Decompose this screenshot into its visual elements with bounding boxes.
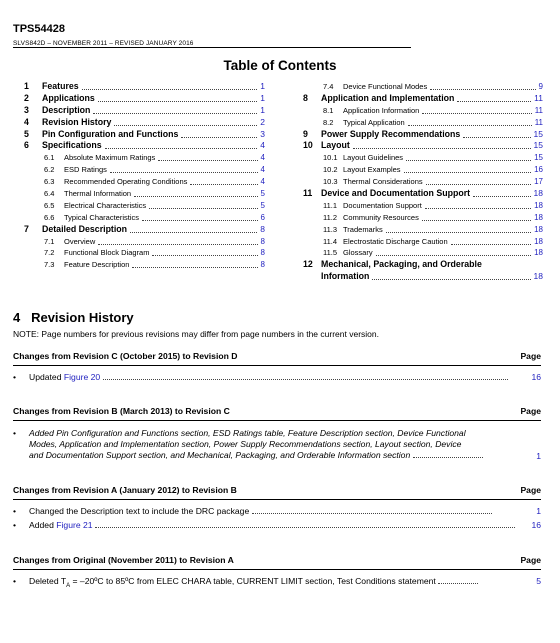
- page-header-part: TPS54428: [13, 23, 65, 35]
- toc-number: 6.6: [44, 212, 55, 222]
- toc-label: Information: [321, 271, 370, 282]
- toc-page-link[interactable]: 5: [260, 189, 265, 199]
- toc-page-link[interactable]: 11: [534, 105, 543, 115]
- toc-page-link[interactable]: 18: [534, 224, 543, 234]
- toc-page-link[interactable]: 18: [533, 188, 543, 199]
- toc-page-link[interactable]: 5: [260, 200, 265, 210]
- dot-leader: [422, 212, 531, 221]
- page-label: Page: [520, 406, 541, 416]
- toc-label: Mechanical, Packaging, and Orderable: [321, 259, 482, 270]
- dot-leader: [149, 200, 258, 209]
- toc-number: 3: [24, 104, 29, 115]
- toc-label: Feature Description: [64, 260, 130, 270]
- page-label: Page: [520, 351, 541, 361]
- toc-label: Layout Guidelines: [343, 153, 404, 163]
- toc-page-link[interactable]: 1: [260, 92, 265, 103]
- toc-entry[interactable]: [24, 212, 265, 224]
- toc-entry[interactable]: [303, 224, 543, 236]
- toc-number: 8: [303, 92, 308, 103]
- toc-label: Functional Block Diagram: [64, 248, 150, 258]
- toc-entry[interactable]: [24, 93, 265, 105]
- dot-leader: [425, 200, 531, 209]
- page-label: Page: [520, 485, 541, 495]
- dot-leader: [422, 105, 532, 114]
- section-number: 4: [13, 310, 21, 325]
- toc-page-link[interactable]: 11: [534, 92, 543, 103]
- change-rule: [13, 365, 541, 366]
- toc-number: 7.1: [44, 236, 55, 246]
- toc-number: 6.1: [44, 153, 55, 163]
- toc-page-link[interactable]: 4: [260, 140, 265, 151]
- dot-leader: [134, 188, 258, 197]
- toc-number: 10.3: [323, 177, 338, 187]
- bullet: •: [13, 506, 17, 516]
- change-rule: [13, 420, 541, 421]
- change-heading: Changes from Revision C (October 2015) to Revision D Page: [13, 351, 541, 361]
- dot-leader: [404, 164, 531, 173]
- toc-label: Typical Application: [343, 117, 405, 127]
- toc-number: 10: [303, 140, 313, 151]
- toc-entry[interactable]: [303, 200, 543, 212]
- toc-page-link[interactable]: 18: [534, 236, 543, 246]
- toc-entry[interactable]: [24, 188, 265, 200]
- toc-entry[interactable]: [24, 224, 265, 236]
- toc-label: Revision History: [42, 116, 112, 127]
- toc-number: 6.3: [44, 177, 55, 187]
- toc-label: Recommended Operating Conditions: [64, 177, 188, 187]
- toc-label: ESD Ratings: [64, 165, 107, 175]
- page-header-docinfo: SLVS842D – NOVEMBER 2011 – REVISED JANUARY 2016: [13, 40, 194, 47]
- toc-page-link[interactable]: 6: [260, 212, 265, 222]
- figure-link[interactable]: Figure 20: [63, 372, 101, 382]
- toc-entry[interactable]: [303, 105, 543, 117]
- toc-page-link[interactable]: 1: [260, 104, 265, 115]
- toc-entry[interactable]: [24, 129, 265, 141]
- toc-page-link[interactable]: 15: [533, 140, 543, 151]
- toc-page-link[interactable]: 18: [534, 200, 543, 210]
- dot-leader: [463, 129, 531, 138]
- toc-page-link[interactable]: 4: [260, 153, 265, 163]
- toc-page-link[interactable]: 4: [260, 177, 265, 187]
- toc-label: Application Information: [343, 105, 420, 115]
- toc-label: Layout Examples: [343, 165, 401, 175]
- page-link[interactable]: 5: [536, 575, 541, 586]
- toc-number: 11: [303, 188, 313, 199]
- toc-number: 11.3: [323, 224, 338, 234]
- toc-number: 10.1: [323, 153, 338, 163]
- toc-page-link[interactable]: 3: [260, 128, 265, 139]
- toc-entry[interactable]: [303, 176, 543, 188]
- toc-number: 11.1: [323, 200, 338, 210]
- toc-label: Trademarks: [343, 224, 383, 234]
- toc-entry[interactable]: [24, 152, 265, 164]
- toc-number: 7: [24, 223, 29, 234]
- toc-title: Table of Contents: [223, 58, 337, 73]
- dot-leader: [408, 117, 532, 126]
- change-heading: Changes from Revision B (March 2013) to Revision C Page: [13, 406, 541, 416]
- toc-left-column: [24, 81, 265, 271]
- page-link[interactable]: 1: [536, 450, 541, 461]
- bullet: •: [13, 520, 17, 530]
- toc-page-link[interactable]: 17: [534, 177, 543, 187]
- toc-number: 1: [24, 81, 29, 91]
- toc-number: 11.4: [323, 236, 338, 246]
- toc-entry[interactable]: [24, 164, 265, 176]
- change-item: • Added Pin Configuration and Functions section, ESD Ratings table, Feature Description section, Device Functional Modes, Application and Implementation section, Power Supply Recommendations section, Layout section, Device and Documentation Support section, and Mechanical, Packaging, and Orderable Information section 1: [13, 428, 541, 461]
- toc-page-link[interactable]: 15: [533, 128, 543, 139]
- toc-entry[interactable]: [303, 247, 543, 259]
- toc-label: Device Functional Modes: [343, 82, 428, 91]
- toc-entry[interactable]: [303, 259, 543, 271]
- section-heading: [13, 310, 134, 325]
- dot-leader: [426, 176, 531, 185]
- toc-label: Typical Characteristics: [64, 212, 140, 222]
- toc-number: 8.2: [323, 117, 334, 127]
- toc-entry[interactable]: [303, 188, 543, 200]
- dot-leader: [451, 236, 531, 245]
- toc-label: Specifications: [42, 140, 102, 151]
- toc-number: 10.2: [323, 165, 338, 175]
- change-rule: [13, 499, 541, 500]
- toc-label: Absolute Maximum Ratings: [64, 153, 156, 163]
- toc-entry[interactable]: [24, 236, 265, 248]
- toc-page-link[interactable]: 1: [260, 81, 265, 91]
- toc-page-link[interactable]: 4: [260, 165, 265, 175]
- toc-number: 8.1: [323, 105, 334, 115]
- toc-label: Community Resources: [343, 212, 419, 222]
- toc-entry[interactable]: [303, 81, 543, 93]
- dot-leader: [406, 152, 531, 161]
- dot-leader: [114, 117, 257, 126]
- toc-entry[interactable]: [24, 117, 265, 129]
- toc-entry[interactable]: [24, 140, 265, 152]
- toc-label: Applications: [42, 92, 95, 103]
- dot-leader: [457, 93, 531, 102]
- dot-leader: [132, 259, 258, 268]
- change-item: • Updated Figure 20 16: [13, 371, 541, 382]
- toc-number: 6: [24, 140, 29, 151]
- toc-entry[interactable]: [303, 93, 543, 105]
- toc-entry[interactable]: [303, 212, 543, 224]
- dot-leader: [152, 247, 258, 256]
- toc-label: Detailed Description: [42, 223, 128, 234]
- toc-label: Electrical Characteristics: [64, 200, 147, 210]
- toc-label: Electrostatic Discharge Caution: [343, 236, 448, 246]
- dot-leader: [130, 224, 257, 233]
- toc-number: 12: [303, 259, 313, 270]
- dot-leader: [98, 236, 258, 245]
- dot-leader: [181, 129, 257, 138]
- toc-label: Overview: [64, 236, 96, 246]
- toc-page-link[interactable]: 15: [534, 153, 543, 163]
- dot-leader: [105, 140, 257, 149]
- toc-page-link[interactable]: 18: [534, 248, 543, 258]
- revision-note: NOTE: Page numbers for previous revisions may differ from page numbers in the current version.: [13, 329, 379, 339]
- toc-number: 11.2: [323, 212, 338, 222]
- toc-entry[interactable]: [303, 164, 543, 176]
- toc-page-link[interactable]: 18: [534, 212, 543, 222]
- dot-leader: [158, 152, 258, 161]
- toc-label: Description: [42, 104, 91, 115]
- page-link[interactable]: 1: [536, 505, 541, 516]
- toc-entry[interactable]: [24, 105, 265, 117]
- section-title: Revision History: [31, 310, 134, 325]
- page-link[interactable]: 16: [531, 371, 541, 382]
- dot-leader: [386, 224, 531, 233]
- bullet: •: [13, 372, 17, 382]
- toc-label: Layout: [321, 140, 350, 151]
- toc-number: 7.3: [44, 260, 55, 270]
- toc-page-link[interactable]: 11: [534, 117, 543, 127]
- toc-entry[interactable]: [303, 152, 543, 164]
- change-item: • Deleted $T_A$ = –20ºC to 85ºC from ELEC CHARA table, CURRENT LIMIT section, Test Conditions statement 5: [13, 575, 541, 589]
- toc-page-link[interactable]: 18: [533, 271, 543, 282]
- toc-label: Power Supply Recommendations: [321, 128, 461, 139]
- toc-page-link[interactable]: 8: [260, 223, 265, 234]
- change-heading: Changes from Revision A (January 2012) to Revision B Page: [13, 485, 541, 495]
- dot-leader: [98, 93, 257, 102]
- toc-label: Thermal Information: [64, 189, 132, 199]
- toc-number: 6.4: [44, 189, 55, 199]
- toc-entry[interactable]: [24, 200, 265, 212]
- dot-leader: [93, 105, 257, 114]
- dot-leader: [142, 212, 258, 221]
- page-link[interactable]: 16: [531, 519, 541, 530]
- toc-entry[interactable]: [303, 117, 543, 129]
- toc-label: Documentation Support: [343, 200, 422, 210]
- toc-number: 2: [24, 92, 29, 103]
- toc-entry-continued[interactable]: [303, 271, 543, 283]
- dot-leader: [190, 176, 258, 185]
- change-item: • Changed the Description text to include the DRC package 1: [13, 505, 541, 516]
- dot-leader: [473, 188, 531, 197]
- toc-number: 7.2: [44, 248, 55, 258]
- page-label: Page: [520, 555, 541, 565]
- toc-entry[interactable]: [24, 259, 265, 271]
- toc-entry[interactable]: [24, 81, 265, 93]
- toc-page-link[interactable]: 9: [538, 82, 543, 91]
- toc-entry[interactable]: [303, 236, 543, 248]
- toc-number: 11.5: [323, 248, 338, 258]
- toc-entry[interactable]: [24, 247, 265, 259]
- toc-number: 9: [303, 128, 308, 139]
- bullet: •: [13, 428, 17, 438]
- dot-leader: [82, 81, 257, 90]
- toc-label: Features: [42, 81, 79, 91]
- toc-entry[interactable]: [303, 129, 543, 141]
- dot-leader: [353, 140, 531, 149]
- toc-entry[interactable]: [303, 140, 543, 152]
- toc-label: Application and Implementation: [321, 92, 455, 103]
- toc-number: 6.2: [44, 165, 55, 175]
- dot-leader: [372, 271, 531, 280]
- toc-right-column: [303, 81, 543, 283]
- toc-number: 6.5: [44, 200, 55, 210]
- header-rule: [13, 47, 411, 48]
- toc-label: Thermal Considerations: [343, 177, 423, 187]
- change-rule: [13, 569, 541, 570]
- toc-page-link[interactable]: 2: [260, 116, 265, 127]
- dot-leader: [376, 247, 531, 256]
- dot-leader: [110, 164, 258, 173]
- dot-leader: [430, 81, 536, 90]
- toc-label: Pin Configuration and Functions: [42, 128, 179, 139]
- toc-entry[interactable]: [24, 176, 265, 188]
- toc-page-link[interactable]: 8: [260, 260, 265, 270]
- toc-number: 7.4: [323, 82, 334, 91]
- toc-label: Glossary: [343, 248, 373, 258]
- toc-page-link[interactable]: 8: [260, 248, 265, 258]
- toc-page-link[interactable]: 16: [534, 165, 543, 175]
- toc-page-link[interactable]: 8: [260, 236, 265, 246]
- toc-number: 5: [24, 128, 29, 139]
- toc-number: 4: [24, 116, 29, 127]
- bullet: •: [13, 576, 17, 586]
- change-heading: Changes from Original (November 2011) to Revision A Page: [13, 555, 541, 565]
- toc-label: Device and Documentation Support: [321, 188, 471, 199]
- change-item: • Added Figure 21 16: [13, 519, 541, 530]
- figure-link[interactable]: Figure 21: [56, 520, 93, 530]
